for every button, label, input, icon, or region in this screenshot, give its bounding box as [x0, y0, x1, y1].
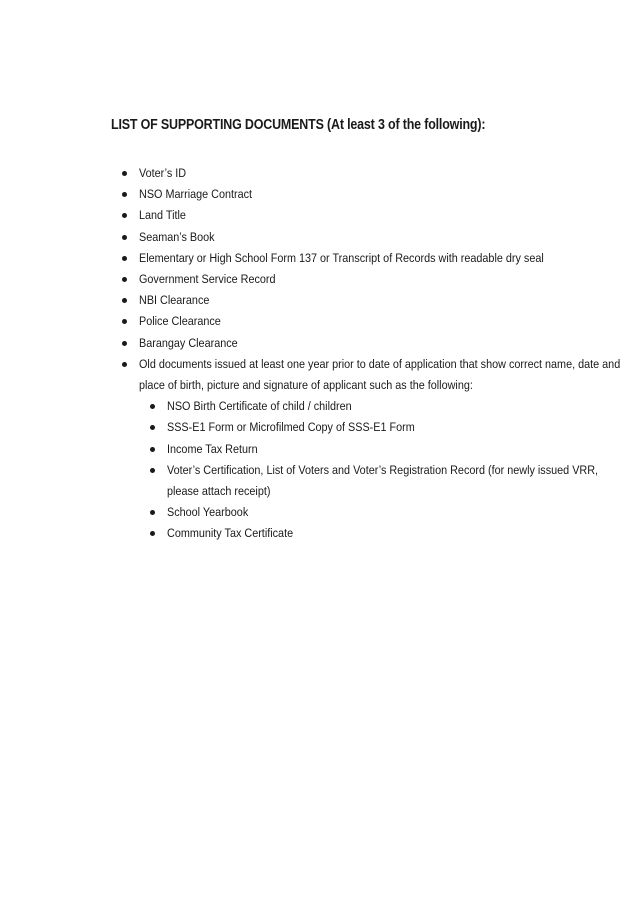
bullet-icon: [122, 319, 127, 324]
bullet-icon: [122, 298, 127, 303]
sub-list-item: [150, 396, 632, 417]
list-item-text: NBI Clearance: [139, 293, 210, 308]
bullet-icon: [150, 531, 155, 536]
list-item-text: Land Title: [139, 208, 186, 223]
bullet-icon: [122, 362, 127, 367]
bullet-icon: [150, 447, 155, 452]
sub-list-item: [150, 417, 632, 438]
document-title: LIST OF SUPPORTING DOCUMENTS (At least 3 of the following):: [111, 117, 486, 133]
list-item: [122, 333, 632, 354]
bullet-icon: [122, 171, 127, 176]
sub-list-item-text: NSO Birth Certificate of child / children: [167, 399, 352, 414]
list-item: [122, 227, 632, 248]
bullet-icon: [122, 341, 127, 346]
list-item: [122, 205, 632, 226]
supporting-documents-list: [122, 163, 632, 545]
old-documents-text: Old documents issued at least one year prior to date of application that show correct name, date and place of birth, picture and signature of applicant such as the following:: [139, 356, 621, 393]
bullet-icon: [122, 277, 127, 282]
sub-list-item-text: Community Tax Certificate: [167, 526, 294, 541]
list-item-text: Voter’s ID: [139, 166, 187, 180]
list-item: [122, 184, 632, 205]
bullet-icon: [150, 510, 155, 515]
sub-list-item: [150, 502, 632, 523]
bullet-icon: [122, 256, 127, 261]
bullet-icon: [150, 404, 155, 409]
list-item: [122, 311, 632, 332]
list-item: [122, 269, 632, 290]
bullet-icon: [122, 213, 127, 218]
sub-list-item: [150, 460, 632, 502]
list-item-text: NSO Marriage Contract: [139, 187, 253, 202]
sub-list-item-text: School Yearbook: [167, 505, 249, 520]
sub-list-item-text: Voter’s Certification, List of Voters and Voter’s Registration Record (for newly issued VRR, please attach receipt): [167, 462, 599, 499]
list-item-text: Government Service Record: [139, 272, 276, 287]
list-item-old-documents: [122, 354, 632, 545]
bullet-icon: [122, 235, 127, 240]
list-item-text: Elementary or High School Form 137 or Transcript of Records with readable dry seal: [139, 250, 544, 265]
sub-list-item-text: Income Tax Return: [167, 441, 258, 456]
bullet-icon: [122, 192, 127, 197]
bullet-icon: [150, 468, 155, 473]
list-item-text: Seaman’s Book: [139, 229, 215, 244]
list-item: [122, 290, 632, 311]
sub-list-item: [150, 523, 632, 544]
sub-list-item: [150, 439, 632, 460]
sub-list-item-text: SSS-E1 Form or Microfilmed Copy of SSS-E1 Form: [167, 420, 415, 435]
list-item: [122, 163, 632, 184]
list-item: [122, 248, 632, 269]
bullet-icon: [150, 425, 155, 430]
list-item-text: Police Clearance: [139, 314, 221, 329]
list-item-text: Barangay Clearance: [139, 335, 238, 350]
old-documents-sub-list: [139, 396, 632, 544]
